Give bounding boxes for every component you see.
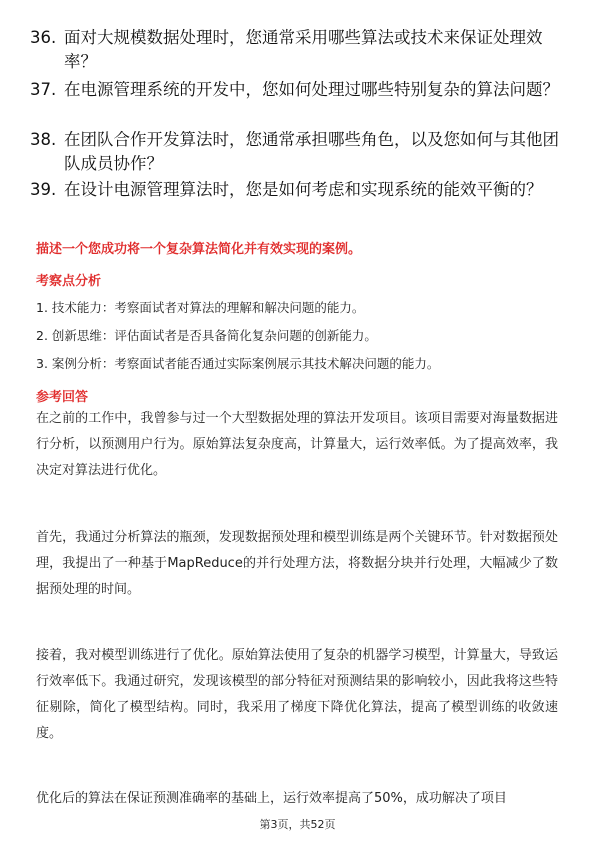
question-number: 39. xyxy=(30,180,57,199)
case-title: 描述一个您成功将一个复杂算法简化并有效实现的案例。 xyxy=(36,242,362,257)
question-number: 36. xyxy=(30,28,57,47)
analysis-heading: 考察点分析 xyxy=(36,274,102,289)
question-text: 在团队合作开发算法时，您通常承担哪些角色，以及您如何与其他团队成员协作？ xyxy=(64,130,559,173)
answer-paragraph-4: 优化后的算法在保证预测准确率的基础上，运行效率提高了50%，成功解决了项目 xyxy=(36,791,507,806)
question-text: 在设计电源管理算法时，您是如何考虑和实现系统的能效平衡的？ xyxy=(64,180,543,199)
analysis-item-3: 3. 案例分析：考察面试者能否通过实际案例展示其技术解决问题的能力。 xyxy=(36,356,440,371)
question-39 xyxy=(30,178,570,202)
answer-paragraph-3: 接着，我对模型训练进行了优化。原始算法使用了复杂的机器学习模型，计算量大，导致运行效率低下。我通过研究，发现该模型的部分特征对预测结果的影响较小，因此我将这些特征剔除，简化了模型结构。同时，我采用了梯度下降优化算法，提高了模型训练的收敛速度。 xyxy=(36,648,558,741)
analysis-item-1: 1. 技术能力：考察面试者对算法的理解和解决问题的能力。 xyxy=(36,300,365,315)
question-number: 38. xyxy=(30,130,57,149)
answer-paragraph-2: 首先，我通过分析算法的瓶颈，发现数据预处理和模型训练是两个关键环节。针对数据预处理，我提出了一种基于MapReduce的并行处理方法，将数据分块并行处理，大幅减少了数据预处理的时间。 xyxy=(36,530,558,597)
answer-paragraph-1: 在之前的工作中，我曾参与过一个大型数据处理的算法开发项目。该项目需要对海量数据进行分析，以预测用户行为。原始算法复杂度高，计算量大，运行效率低。为了提高效率，我决定对算法进行优化。 xyxy=(36,411,558,478)
question-text: 面对大规模数据处理时，您通常采用哪些算法或技术来保证处理效率？ xyxy=(64,28,543,71)
question-38 xyxy=(30,128,570,176)
question-36 xyxy=(30,26,570,74)
question-37 xyxy=(30,78,570,102)
answer-heading: 参考回答 xyxy=(36,390,89,405)
analysis-item-2: 2. 创新思维：评估面试者是否具备简化复杂问题的创新能力。 xyxy=(36,328,377,343)
page-footer: 第3页，共52页 xyxy=(259,818,336,831)
question-text: 在电源管理系统的开发中，您如何处理过哪些特别复杂的算法问题？ xyxy=(64,80,559,99)
question-number: 37. xyxy=(30,80,57,99)
